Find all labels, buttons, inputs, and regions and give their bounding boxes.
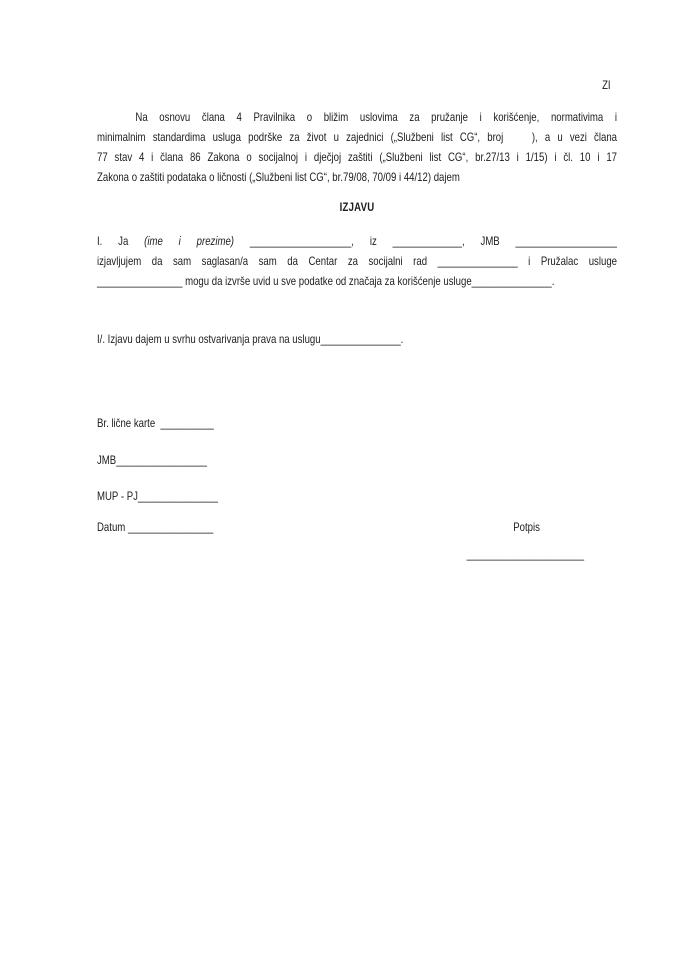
field-date: Datum ________________ [97, 520, 214, 534]
purpose-line: I/. Izjavu dajem u svrhu ostvarivanja prava na uslugu_______________. [97, 332, 404, 346]
signature-line-row [97, 544, 617, 564]
name-surname-hint: (ime i prezime) [144, 234, 235, 248]
signature-label: Potpis [513, 520, 540, 534]
intro-line-2: minimalnim standardima usluga podrške za život u zajednici („Službeni list CG“, broj ), a u vezi člana [97, 130, 617, 144]
field-mup-pj: MUP - PJ_______________ [97, 489, 218, 503]
corner-label: ZI [602, 78, 611, 92]
intro-line-1: Na osnovu člana 4 Pravilnika o bližim uslovima za pružanje i korišćenje, normativima i [135, 110, 617, 124]
statement-line-1 [97, 231, 617, 251]
intro-paragraph [97, 107, 617, 187]
field-jmb: JMB_________________ [97, 453, 207, 467]
statement-line-1-blanks: ___________________, iz _____________, JMB ___________________ [234, 234, 618, 248]
date-signature-row [97, 517, 617, 537]
statement-line-3: ________________ mogu da izvrše uvid u sve podatke od značaja za korišćenje usluge_______________. [97, 274, 555, 288]
signature-line: ______________________ [466, 547, 585, 561]
statement-line-1-prefix: I. Ja [97, 234, 145, 248]
statement-line-2: izjavljujem da sam saglasan/a sam da Centar za socijalni rad _______________ i Pružalac usluge [97, 254, 617, 268]
intro-line-4: Zakona o zaštiti podataka o ličnosti („Službeni list CG“, br.79/08, 70/09 i 44/12) dajem [97, 170, 460, 184]
document-content [97, 0, 617, 564]
statement-paragraph [97, 231, 617, 291]
intro-line-3: 77 stav 4 i člana 86 Zakona o socijalnoj i dječjoj zaštiti („Službeni list CG“, br.27/13 i 1/15) i čl. 10 i 17 [97, 150, 617, 164]
field-id-card-number: Br. lične karte __________ [97, 416, 214, 430]
declaration-title: IZJAVU [339, 200, 375, 214]
